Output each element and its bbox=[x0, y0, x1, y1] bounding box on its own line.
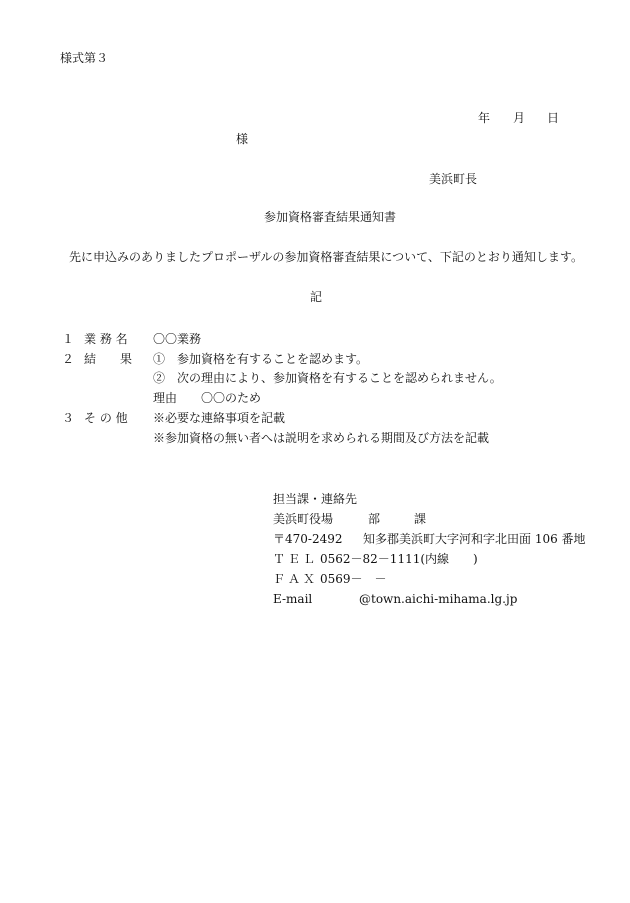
item-1-number: １ bbox=[62, 332, 75, 346]
item-3-number: ３ bbox=[62, 411, 75, 425]
item-2-line-1: ① 参加資格を有することを認めます。 bbox=[153, 352, 369, 366]
form-number: 様式第３ bbox=[60, 51, 109, 65]
contact-dept: 部 bbox=[368, 512, 381, 526]
ki-heading: 記 bbox=[310, 290, 323, 304]
date-year: 年 bbox=[478, 111, 491, 125]
item-1-value: 〇〇業務 bbox=[153, 332, 202, 346]
item-1-label: 業 務 名 bbox=[84, 332, 128, 346]
document-title: 参加資格審査結果通知書 bbox=[264, 210, 397, 224]
contact-fax-value: 0569－ － bbox=[320, 572, 387, 586]
item-2-number: ２ bbox=[62, 352, 75, 366]
contact-tel-value: 0562－82－1111(内線 ) bbox=[320, 552, 478, 566]
addressee-suffix: 様 bbox=[236, 132, 249, 146]
contact-address: 知多郡美浜町大字河和字北田面 106 番地 bbox=[363, 532, 586, 546]
contact-heading: 担当課・連絡先 bbox=[273, 492, 358, 506]
contact-fax-label: ＦＡＸ bbox=[273, 572, 319, 586]
item-3-line-2: ※参加資格の無い者へは説明を求められる期間及び方法を記載 bbox=[153, 431, 490, 445]
item-2-label: 結 果 bbox=[84, 352, 133, 366]
contact-office: 美浜町役場 bbox=[273, 512, 334, 526]
contact-email-value[interactable]: @town.aichi-mihama.lg.jp bbox=[359, 592, 518, 606]
contact-postal: 〒470-2492 bbox=[273, 532, 343, 546]
item-2-line-3: 理由 〇〇のため bbox=[153, 391, 262, 405]
item-3-line-1: ※必要な連絡事項を記載 bbox=[153, 411, 286, 425]
intro-text: 先に申込みのありましたプロポーザルの参加資格審査結果について、下記のとおり通知します。 bbox=[69, 250, 583, 264]
item-2-line-2: ② 次の理由により、参加資格を有することを認められません。 bbox=[153, 371, 502, 385]
date-month: 月 bbox=[513, 111, 526, 125]
contact-section: 課 bbox=[414, 512, 427, 526]
item-3-label: そ の 他 bbox=[84, 411, 128, 425]
sender-name: 美浜町長 bbox=[429, 172, 478, 186]
contact-email-label: E-mail bbox=[273, 592, 313, 606]
date-day: 日 bbox=[547, 111, 560, 125]
contact-tel-label: ＴＥＬ bbox=[273, 552, 319, 566]
